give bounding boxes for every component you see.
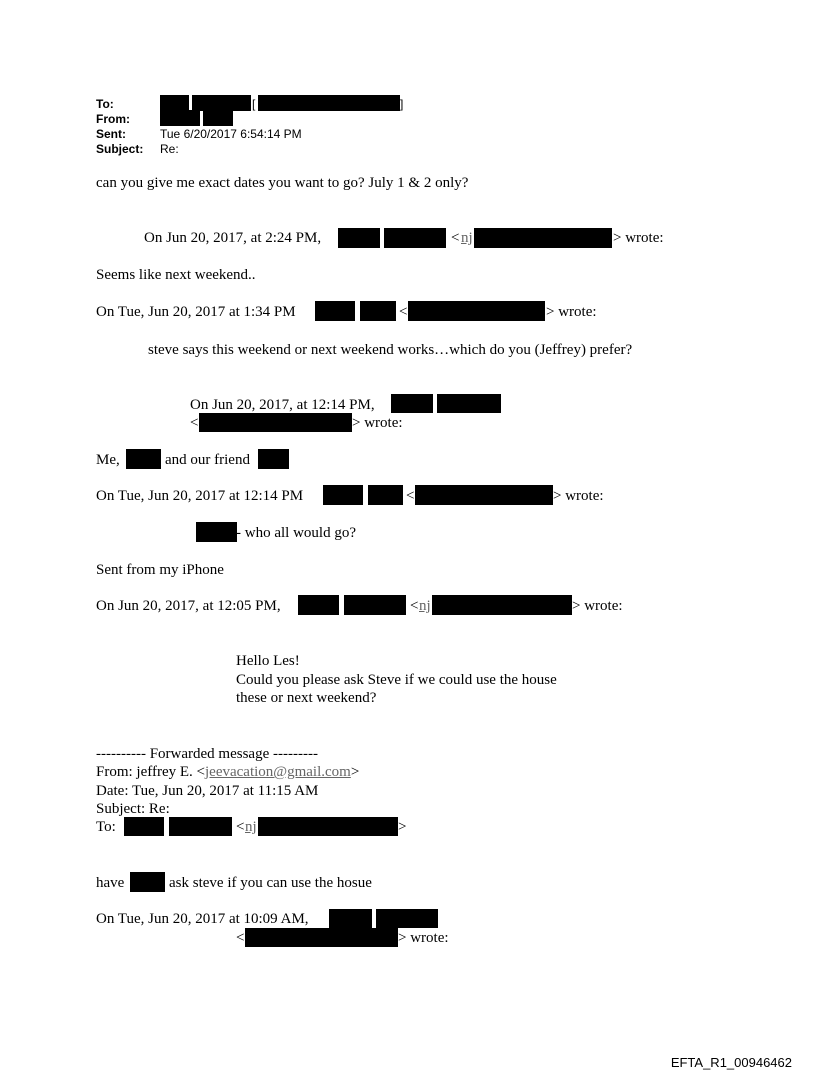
body-line-could-you: Could you please ask Steve if we could use the house xyxy=(236,672,557,688)
redaction-block xyxy=(415,485,553,505)
forwarded-to-label: To: xyxy=(96,819,116,835)
forwarded-date: Date: Tue, Jun 20, 2017 at 11:15 AM xyxy=(96,783,319,799)
redaction-block xyxy=(258,95,400,111)
quote-header-2: On Tue, Jun 20, 2017 at 1:34 PM xyxy=(96,304,296,320)
quote-header-6: On Tue, Jun 20, 2017 at 10:09 AM, xyxy=(96,911,309,927)
body-line-have: have xyxy=(96,875,125,891)
quote-1-wrote: > wrote: xyxy=(613,230,664,246)
body-line-our-friend: and our friend xyxy=(165,452,250,468)
forwarded-to-lt: < xyxy=(236,819,245,835)
quote-header-5: On Jun 20, 2017, at 12:05 PM, xyxy=(96,598,281,614)
redaction-block xyxy=(315,301,355,321)
quote-header-1: On Jun 20, 2017, at 2:24 PM, xyxy=(144,230,322,246)
quote-3-wrote: > wrote: xyxy=(352,415,403,431)
redaction-block xyxy=(124,817,164,836)
redaction-block xyxy=(391,394,433,413)
body-line-who-would-go: - who all would go? xyxy=(236,525,356,541)
redaction-block xyxy=(329,909,372,928)
sent-label: Sent: xyxy=(96,127,126,141)
forwarded-title: ---------- Forwarded message --------- xyxy=(96,746,318,762)
redaction-block xyxy=(408,301,545,321)
redaction-block xyxy=(258,449,289,469)
body-line-these-or-next: these or next weekend? xyxy=(236,690,377,706)
subject-label: Subject: xyxy=(96,142,144,156)
redaction-block xyxy=(344,595,406,615)
quote-1-lt: < xyxy=(451,230,460,246)
bates-number: EFTA_R1_00946462 xyxy=(670,1055,792,1070)
quote-2-lt: < xyxy=(399,304,408,320)
redaction-block xyxy=(160,110,200,126)
quote-6-wrote: > wrote: xyxy=(398,930,449,946)
quote-header-4: On Tue, Jun 20, 2017 at 12:14 PM xyxy=(96,488,304,504)
forwarded-from: From: jeffrey E. <jeevacation@gmail.com> xyxy=(96,764,360,780)
redaction-block xyxy=(368,485,403,505)
redaction-block xyxy=(169,817,232,836)
redaction-block xyxy=(323,485,363,505)
redaction-block xyxy=(245,928,398,947)
subject-value: Re: xyxy=(160,142,179,156)
forwarded-to-email-start: nj xyxy=(245,819,257,835)
to-bracket-close: ] xyxy=(400,97,404,111)
redaction-block xyxy=(203,110,233,126)
body-line-steve-says: steve says this weekend or next weekend works…which do you (Jeffrey) prefer? xyxy=(148,342,633,358)
quote-3-lt: < xyxy=(190,415,199,431)
body-line-next-weekend: Seems like next weekend.. xyxy=(96,267,256,283)
quote-6-lt: < xyxy=(236,930,245,946)
redaction-block xyxy=(338,228,380,248)
quote-4-lt: < xyxy=(406,488,415,504)
redaction-block xyxy=(196,522,237,542)
quote-4-wrote: > wrote: xyxy=(553,488,604,504)
quote-5-lt: < xyxy=(410,598,419,614)
from-label: From: xyxy=(96,112,130,126)
redaction-block xyxy=(258,817,398,836)
to-bracket-open: [ xyxy=(252,97,256,111)
forwarded-to-gt: > xyxy=(398,819,407,835)
quote-1-email-start: nj xyxy=(461,230,473,246)
redaction-block xyxy=(360,301,396,321)
redaction-block xyxy=(437,394,501,413)
forwarded-from-email[interactable]: jeevacation@gmail.com xyxy=(205,764,351,780)
redaction-block xyxy=(384,228,446,248)
body-line-ask-steve: ask steve if you can use the hosue xyxy=(169,875,372,891)
body-line-me: Me, xyxy=(96,452,120,468)
redaction-block xyxy=(160,95,189,111)
body-line-dates: can you give me exact dates you want to go? July 1 & 2 only? xyxy=(96,175,469,191)
quote-5-wrote: > wrote: xyxy=(572,598,623,614)
quote-2-wrote: > wrote: xyxy=(546,304,597,320)
redaction-block xyxy=(199,413,352,432)
body-line-sent-from-iphone: Sent from my iPhone xyxy=(96,562,224,578)
quote-header-3: On Jun 20, 2017, at 12:14 PM, xyxy=(190,397,375,413)
body-line-hello: Hello Les! xyxy=(236,653,300,669)
redaction-block xyxy=(192,95,251,111)
redaction-block xyxy=(298,595,339,615)
redaction-block xyxy=(432,595,572,615)
redaction-block xyxy=(474,228,612,248)
redaction-block xyxy=(126,449,161,469)
forwarded-subject: Subject: Re: xyxy=(96,801,170,817)
redaction-block xyxy=(130,872,165,892)
sent-value: Tue 6/20/2017 6:54:14 PM xyxy=(160,127,302,141)
to-label: To: xyxy=(96,97,114,111)
redaction-block xyxy=(376,909,438,928)
quote-5-email-start: nj xyxy=(419,598,431,614)
